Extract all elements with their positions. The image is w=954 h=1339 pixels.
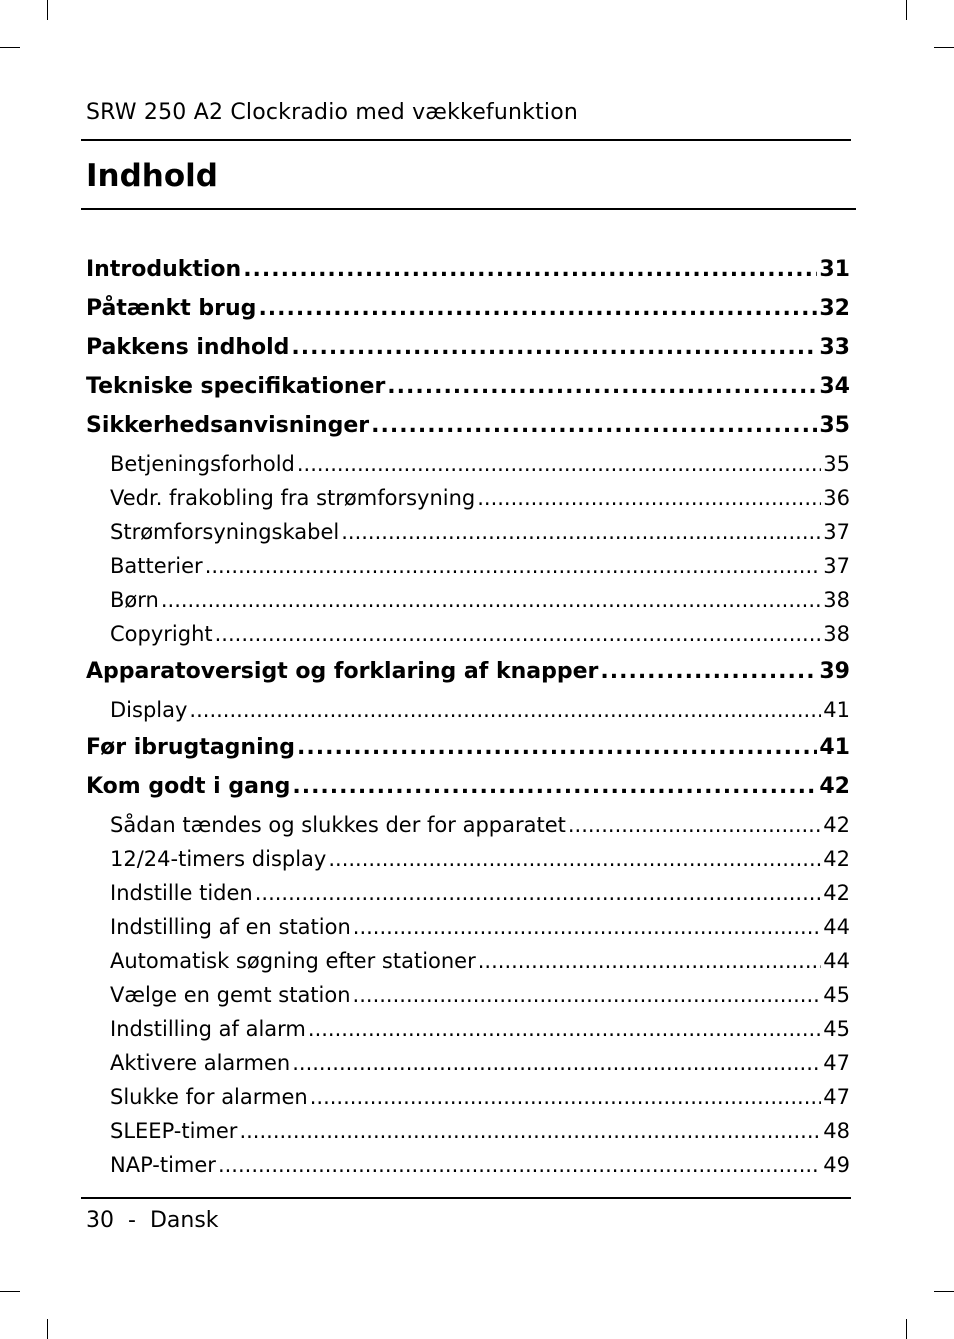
toc-dot-leader (205, 549, 822, 583)
toc-entry-title: Display (110, 698, 188, 722)
toc-dot-leader (291, 330, 817, 366)
toc-page-number: 42 (823, 881, 850, 905)
toc-entry-title: Vælge en gemt station (110, 983, 351, 1007)
toc-dot-leader (341, 515, 821, 549)
footer-separator: - (128, 1208, 136, 1233)
toc-dot-leader (568, 808, 821, 842)
toc-entry-title: Copyright (110, 622, 213, 646)
toc-section-entry[interactable] (86, 978, 850, 1012)
toc-entry-title: SLEEP-timer (110, 1119, 238, 1143)
toc-page-number: 32 (819, 296, 850, 321)
toc-chapter-entry[interactable] (86, 654, 850, 693)
crop-mark (47, 0, 48, 20)
toc-entry-title: Introduktion (86, 257, 242, 282)
toc-dot-leader (297, 447, 821, 481)
footer-language: Dansk (149, 1208, 219, 1233)
toc-entry-title: Batterier (110, 554, 203, 578)
toc-page-number: 38 (823, 588, 850, 612)
toc-chapter-entry[interactable] (86, 769, 850, 808)
toc-dot-leader (353, 978, 822, 1012)
toc-entry-title: Vedr. frakobling fra strømforsyning (110, 486, 476, 510)
crop-mark (934, 47, 954, 48)
toc-page-number: 41 (819, 735, 850, 760)
page-title: Indhold (86, 158, 218, 194)
toc-entry-title: Kom godt i gang (86, 774, 291, 799)
toc-section-entry[interactable] (86, 583, 850, 617)
toc-section-entry[interactable] (86, 1046, 850, 1080)
toc-dot-leader (161, 583, 821, 617)
toc-entry-title: Apparatoversigt og forklaring af knapper (86, 659, 599, 684)
toc-entry-title: Slukke for alarmen (110, 1085, 308, 1109)
toc-page-number: 37 (823, 520, 850, 544)
toc-page-number: 35 (823, 452, 850, 476)
toc-section-entry[interactable] (86, 617, 850, 651)
toc-page-number: 42 (823, 813, 850, 837)
toc-section-entry[interactable] (86, 808, 850, 842)
toc-dot-leader (243, 252, 817, 288)
toc-dot-leader (215, 617, 822, 651)
toc-page-number: 47 (823, 1085, 850, 1109)
toc-entry-title: Tekniske specifikationer (86, 374, 386, 399)
toc-chapter-entry[interactable] (86, 252, 850, 291)
toc-chapter-entry[interactable] (86, 369, 850, 408)
toc-page-number: 31 (819, 257, 850, 282)
toc-page-number: 42 (819, 774, 850, 799)
toc-dot-leader (258, 291, 817, 327)
toc-entry-title: Før ibrugtagning (86, 735, 296, 760)
crop-mark (906, 1319, 907, 1339)
document-header-title: SRW 250 A2 Clockradio med vækkefunktion (86, 100, 579, 125)
toc-page-number: 37 (823, 554, 850, 578)
toc-page-number: 44 (823, 949, 850, 973)
toc-dot-leader (255, 876, 822, 910)
toc-entry-title: Pakkens indhold (86, 335, 290, 360)
toc-dot-leader (189, 693, 821, 727)
toc-dot-leader (292, 769, 817, 805)
toc-entry-title: Automatisk søgning efter stationer (110, 949, 476, 973)
crop-mark (0, 47, 20, 48)
toc-dot-leader (353, 910, 821, 944)
toc-section-entry[interactable] (86, 944, 850, 978)
toc-dot-leader (308, 1012, 821, 1046)
toc-dot-leader (371, 408, 817, 444)
toc-entry-title: Indstilling af alarm (110, 1017, 306, 1041)
toc-page-number: 45 (823, 983, 850, 1007)
toc-dot-leader (310, 1080, 822, 1114)
toc-entry-title: Indstille tiden (110, 881, 253, 905)
toc-page-number: 47 (823, 1051, 850, 1075)
toc-section-entry[interactable] (86, 549, 850, 583)
toc-entry-title: 12/24-timers display (110, 847, 327, 871)
toc-entry-title: NAP-timer (110, 1153, 216, 1177)
toc-section-entry[interactable] (86, 1114, 850, 1148)
toc-page-number: 36 (823, 486, 850, 510)
toc-entry-title: Børn (110, 588, 159, 612)
toc-section-entry[interactable] (86, 1012, 850, 1046)
heading-divider (81, 208, 856, 210)
toc-page-number: 44 (823, 915, 850, 939)
toc-page-number: 41 (823, 698, 850, 722)
toc-section-entry[interactable] (86, 481, 850, 515)
toc-page-number: 49 (823, 1153, 850, 1177)
toc-entry-title: Indstilling af en station (110, 915, 351, 939)
header-divider (81, 139, 851, 141)
toc-section-entry[interactable] (86, 1080, 850, 1114)
toc-entry-title: Betjeningsforhold (110, 452, 295, 476)
toc-page-number: 42 (823, 847, 850, 871)
toc-dot-leader (297, 730, 817, 766)
toc-page-number: 38 (823, 622, 850, 646)
toc-dot-leader (239, 1114, 821, 1148)
toc-page-number: 45 (823, 1017, 850, 1041)
toc-dot-leader (478, 944, 822, 978)
toc-entry-title: Strømforsyningskabel (110, 520, 340, 544)
crop-mark (47, 1319, 48, 1339)
toc-section-entry[interactable] (86, 842, 850, 876)
toc-entry-title: Aktivere alarmen (110, 1051, 291, 1075)
page-footer (86, 1208, 219, 1233)
page-number: 30 (86, 1208, 114, 1233)
toc-section-entry[interactable] (86, 910, 850, 944)
toc-dot-leader (600, 654, 817, 690)
toc-dot-leader (477, 481, 821, 515)
toc-entry-title: Sikkerhedsanvisninger (86, 413, 370, 438)
toc-section-entry[interactable] (86, 447, 850, 481)
footer-divider (81, 1197, 851, 1199)
toc-dot-leader (387, 369, 817, 405)
toc-entry-title: Påtænkt brug (86, 296, 257, 321)
crop-mark (934, 1291, 954, 1292)
table-of-contents (86, 252, 850, 1182)
toc-page-number: 35 (819, 413, 850, 438)
toc-section-entry[interactable] (86, 876, 850, 910)
toc-dot-leader (328, 842, 821, 876)
toc-page-number: 48 (823, 1119, 850, 1143)
toc-chapter-entry[interactable] (86, 730, 850, 769)
crop-mark (0, 1291, 20, 1292)
toc-chapter-entry[interactable] (86, 330, 850, 369)
toc-section-entry[interactable] (86, 693, 850, 727)
toc-dot-leader (218, 1148, 821, 1182)
toc-page-number: 34 (819, 374, 850, 399)
toc-page-number: 39 (819, 659, 850, 684)
toc-page-number: 33 (819, 335, 850, 360)
toc-chapter-entry[interactable] (86, 408, 850, 447)
toc-section-entry[interactable] (86, 1148, 850, 1182)
toc-section-entry[interactable] (86, 515, 850, 549)
toc-dot-leader (292, 1046, 821, 1080)
crop-mark (906, 0, 907, 20)
toc-entry-title: Sådan tændes og slukkes der for apparatet (110, 813, 566, 837)
toc-chapter-entry[interactable] (86, 291, 850, 330)
